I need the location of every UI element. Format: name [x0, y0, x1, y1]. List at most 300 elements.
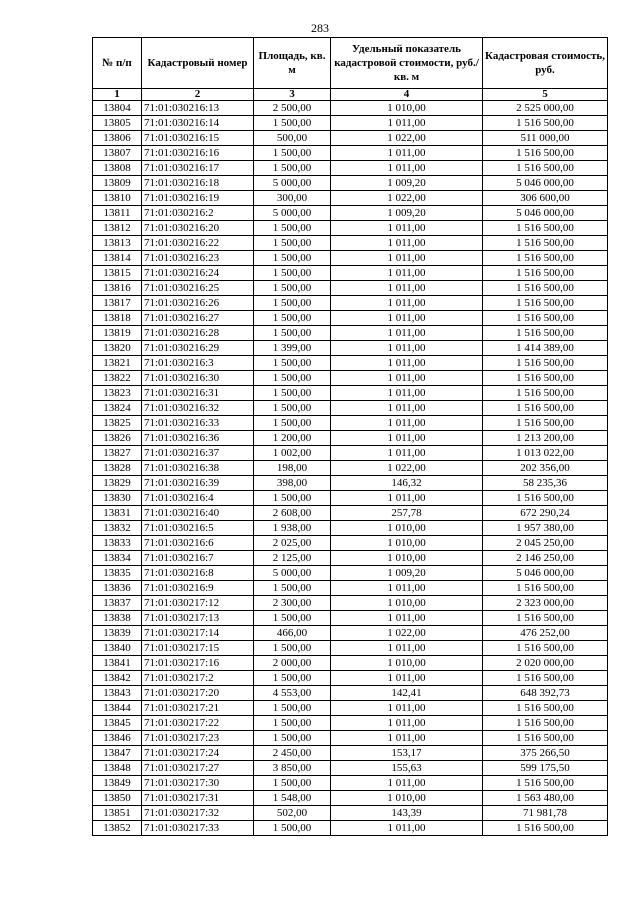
table-row: [93, 281, 608, 296]
area-cell: 1 500,00: [254, 671, 331, 686]
column-number: 3: [254, 89, 331, 101]
specific-value-cell: 1 011,00: [331, 371, 483, 386]
specific-value-cell: 1 011,00: [331, 236, 483, 251]
cadastral-number-cell: 71:01:030216:14: [142, 116, 254, 131]
cadastral-value-cell: 5 046 000,00: [483, 206, 608, 221]
cadastral-number-cell: 71:01:030217:21: [142, 701, 254, 716]
area-cell: 1 500,00: [254, 491, 331, 506]
table-row: [93, 476, 608, 491]
cadastral-number-cell: 71:01:030216:7: [142, 551, 254, 566]
row-number-cell: 13852: [93, 821, 142, 836]
row-number-cell: 13813: [93, 236, 142, 251]
row-number-cell: 13821: [93, 356, 142, 371]
row-number-cell: 13850: [93, 791, 142, 806]
table-row: [93, 416, 608, 431]
area-cell: 1 500,00: [254, 326, 331, 341]
specific-value-cell: 1 010,00: [331, 536, 483, 551]
table-row: [93, 566, 608, 581]
cadastral-number-cell: 71:01:030216:16: [142, 146, 254, 161]
specific-value-cell: 1 011,00: [331, 266, 483, 281]
table-row: [93, 806, 608, 821]
area-cell: 4 553,00: [254, 686, 331, 701]
cadastral-number-cell: 71:01:030217:14: [142, 626, 254, 641]
cadastral-number-cell: 71:01:030216:19: [142, 191, 254, 206]
row-number-cell: 13849: [93, 776, 142, 791]
specific-value-cell: 1 009,20: [331, 206, 483, 221]
cadastral-number-cell: 71:01:030216:8: [142, 566, 254, 581]
area-cell: 1 500,00: [254, 641, 331, 656]
specific-value-cell: 153,17: [331, 746, 483, 761]
specific-value-cell: 1 011,00: [331, 431, 483, 446]
cadastral-number-cell: 71:01:030216:28: [142, 326, 254, 341]
row-number-cell: 13847: [93, 746, 142, 761]
table-row: [93, 791, 608, 806]
area-cell: 398,00: [254, 476, 331, 491]
header-cadastral-value: Кадастровая стоимость, руб.: [483, 38, 608, 89]
row-number-cell: 13808: [93, 161, 142, 176]
cadastral-number-cell: 71:01:030216:18: [142, 176, 254, 191]
specific-value-cell: 1 011,00: [331, 221, 483, 236]
area-cell: 2 000,00: [254, 656, 331, 671]
table-row: [93, 506, 608, 521]
cadastral-value-cell: 1 516 500,00: [483, 281, 608, 296]
row-number-cell: 13846: [93, 731, 142, 746]
cadastral-number-cell: 71:01:030217:27: [142, 761, 254, 776]
row-number-cell: 13844: [93, 701, 142, 716]
specific-value-cell: 1 011,00: [331, 491, 483, 506]
table-row: [93, 746, 608, 761]
cadastral-number-cell: 71:01:030216:36: [142, 431, 254, 446]
cadastral-number-cell: 71:01:030217:32: [142, 806, 254, 821]
row-number-cell: 13839: [93, 626, 142, 641]
row-number-cell: 13811: [93, 206, 142, 221]
cadastral-number-cell: 71:01:030217:2: [142, 671, 254, 686]
cadastral-number-cell: 71:01:030216:13: [142, 101, 254, 116]
cadastral-number-cell: 71:01:030217:16: [142, 656, 254, 671]
cadastral-value-cell: 599 175,50: [483, 761, 608, 776]
cadastral-value-cell: 1 516 500,00: [483, 311, 608, 326]
specific-value-cell: 1 011,00: [331, 401, 483, 416]
area-cell: 3 850,00: [254, 761, 331, 776]
cadastral-value-cell: 648 392,73: [483, 686, 608, 701]
table-row: [93, 191, 608, 206]
specific-value-cell: 146,32: [331, 476, 483, 491]
table-row: [93, 116, 608, 131]
column-number-row: [93, 89, 608, 101]
row-number-cell: 13845: [93, 716, 142, 731]
row-number-cell: 13838: [93, 611, 142, 626]
row-number-cell: 13841: [93, 656, 142, 671]
area-cell: 1 500,00: [254, 386, 331, 401]
area-cell: 1 500,00: [254, 416, 331, 431]
table-row: [93, 146, 608, 161]
table-row: [93, 581, 608, 596]
cadastral-value-cell: 1 213 200,00: [483, 431, 608, 446]
cadastral-value-cell: 1 516 500,00: [483, 266, 608, 281]
row-number-cell: 13809: [93, 176, 142, 191]
cadastral-value-cell: 1 516 500,00: [483, 116, 608, 131]
cadastral-number-cell: 71:01:030217:15: [142, 641, 254, 656]
specific-value-cell: 1 011,00: [331, 716, 483, 731]
cadastral-value-cell: 1 516 500,00: [483, 701, 608, 716]
cadastral-value-cell: 5 046 000,00: [483, 566, 608, 581]
cadastral-number-cell: 71:01:030216:25: [142, 281, 254, 296]
cadastral-value-cell: 58 235,36: [483, 476, 608, 491]
column-number: 4: [331, 89, 483, 101]
cadastral-value-cell: 1 516 500,00: [483, 821, 608, 836]
specific-value-cell: 1 011,00: [331, 821, 483, 836]
cadastral-value-cell: 2 020 000,00: [483, 656, 608, 671]
cadastral-number-cell: 71:01:030216:26: [142, 296, 254, 311]
area-cell: 1 500,00: [254, 221, 331, 236]
table-row: [93, 596, 608, 611]
column-number: 5: [483, 89, 608, 101]
cadastral-value-cell: 2 525 000,00: [483, 101, 608, 116]
cadastral-number-cell: 71:01:030216:38: [142, 461, 254, 476]
area-cell: 1 500,00: [254, 701, 331, 716]
table-header: [93, 38, 608, 101]
row-number-cell: 13817: [93, 296, 142, 311]
area-cell: 1 500,00: [254, 776, 331, 791]
cadastral-number-cell: 71:01:030216:24: [142, 266, 254, 281]
table-row: [93, 221, 608, 236]
specific-value-cell: 1 009,20: [331, 566, 483, 581]
cadastral-value-cell: 1 516 500,00: [483, 416, 608, 431]
area-cell: 1 938,00: [254, 521, 331, 536]
area-cell: 1 500,00: [254, 716, 331, 731]
cadastral-value-cell: 5 046 000,00: [483, 176, 608, 191]
row-number-cell: 13843: [93, 686, 142, 701]
page-number: 283: [311, 21, 329, 35]
area-cell: 1 548,00: [254, 791, 331, 806]
specific-value-cell: 142,41: [331, 686, 483, 701]
cadastral-value-cell: 1 516 500,00: [483, 671, 608, 686]
area-cell: 1 500,00: [254, 266, 331, 281]
specific-value-cell: 1 011,00: [331, 386, 483, 401]
table-row: [93, 341, 608, 356]
cadastral-number-cell: 71:01:030216:3: [142, 356, 254, 371]
row-number-cell: 13805: [93, 116, 142, 131]
row-number-cell: 13806: [93, 131, 142, 146]
table-row: [93, 551, 608, 566]
area-cell: 1 200,00: [254, 431, 331, 446]
table-row: [93, 236, 608, 251]
cadastral-number-cell: 71:01:030216:9: [142, 581, 254, 596]
table-row: [93, 161, 608, 176]
area-cell: 300,00: [254, 191, 331, 206]
area-cell: 1 500,00: [254, 311, 331, 326]
specific-value-cell: 1 011,00: [331, 356, 483, 371]
row-number-cell: 13836: [93, 581, 142, 596]
row-number-cell: 13824: [93, 401, 142, 416]
specific-value-cell: 143,39: [331, 806, 483, 821]
cadastral-number-cell: 71:01:030216:15: [142, 131, 254, 146]
cadastral-value-cell: 511 000,00: [483, 131, 608, 146]
table-body: [93, 101, 608, 836]
row-number-cell: 13840: [93, 641, 142, 656]
table-row: [93, 641, 608, 656]
cadastral-value-cell: 1 957 380,00: [483, 521, 608, 536]
cadastral-number-cell: 71:01:030216:32: [142, 401, 254, 416]
specific-value-cell: 1 010,00: [331, 101, 483, 116]
specific-value-cell: 1 011,00: [331, 251, 483, 266]
area-cell: 5 000,00: [254, 176, 331, 191]
cadastral-value-cell: 2 146 250,00: [483, 551, 608, 566]
specific-value-cell: 1 010,00: [331, 551, 483, 566]
cadastral-value-cell: 1 516 500,00: [483, 236, 608, 251]
table-row: [93, 386, 608, 401]
table-row: [93, 446, 608, 461]
table-row: [93, 716, 608, 731]
row-number-cell: 13829: [93, 476, 142, 491]
header-area: Площадь, кв. м: [254, 38, 331, 89]
table-row: [93, 296, 608, 311]
table-row: [93, 686, 608, 701]
specific-value-cell: 257,78: [331, 506, 483, 521]
cadastral-number-cell: 71:01:030216:23: [142, 251, 254, 266]
cadastral-value-cell: 1 414 389,00: [483, 341, 608, 356]
row-number-cell: 13827: [93, 446, 142, 461]
row-number-cell: 13810: [93, 191, 142, 206]
area-cell: 2 500,00: [254, 101, 331, 116]
cadastral-number-cell: 71:01:030216:37: [142, 446, 254, 461]
cadastral-value-cell: 71 981,78: [483, 806, 608, 821]
area-cell: 1 500,00: [254, 581, 331, 596]
specific-value-cell: 1 011,00: [331, 296, 483, 311]
cadastral-number-cell: 71:01:030217:30: [142, 776, 254, 791]
cadastral-value-cell: 1 516 500,00: [483, 611, 608, 626]
cadastral-value-cell: 1 516 500,00: [483, 641, 608, 656]
specific-value-cell: 1 011,00: [331, 446, 483, 461]
row-number-cell: 13826: [93, 431, 142, 446]
cadastral-number-cell: 71:01:030216:4: [142, 491, 254, 506]
cadastral-value-cell: 2 045 250,00: [483, 536, 608, 551]
specific-value-cell: 1 011,00: [331, 611, 483, 626]
cadastral-number-cell: 71:01:030217:13: [142, 611, 254, 626]
cadastral-value-cell: 1 516 500,00: [483, 776, 608, 791]
cadastral-value-cell: 1 516 500,00: [483, 356, 608, 371]
header-cadastral-number: Кадастровый номер: [142, 38, 254, 89]
row-number-cell: 13814: [93, 251, 142, 266]
specific-value-cell: 1 011,00: [331, 641, 483, 656]
specific-value-cell: 1 011,00: [331, 731, 483, 746]
table-row: [93, 461, 608, 476]
cadastral-value-cell: 1 516 500,00: [483, 716, 608, 731]
table-row: [93, 401, 608, 416]
cadastral-value-cell: 1 516 500,00: [483, 296, 608, 311]
area-cell: 1 500,00: [254, 296, 331, 311]
area-cell: 1 500,00: [254, 281, 331, 296]
table-row: [93, 611, 608, 626]
cadastral-value-table: [92, 37, 608, 836]
cadastral-number-cell: 71:01:030216:5: [142, 521, 254, 536]
row-number-cell: 13851: [93, 806, 142, 821]
cadastral-number-cell: 71:01:030216:29: [142, 341, 254, 356]
table-row: [93, 701, 608, 716]
cadastral-value-cell: 476 252,00: [483, 626, 608, 641]
table-row: [93, 206, 608, 221]
specific-value-cell: 1 022,00: [331, 191, 483, 206]
table-row: [93, 356, 608, 371]
cadastral-value-cell: 1 516 500,00: [483, 371, 608, 386]
cadastral-value-cell: 1 516 500,00: [483, 221, 608, 236]
table-row: [93, 371, 608, 386]
area-cell: 2 025,00: [254, 536, 331, 551]
area-cell: 1 002,00: [254, 446, 331, 461]
area-cell: 1 500,00: [254, 401, 331, 416]
specific-value-cell: 1 010,00: [331, 791, 483, 806]
area-cell: 5 000,00: [254, 566, 331, 581]
area-cell: 466,00: [254, 626, 331, 641]
cadastral-value-cell: 672 290,24: [483, 506, 608, 521]
cadastral-value-cell: 1 516 500,00: [483, 251, 608, 266]
specific-value-cell: 1 011,00: [331, 416, 483, 431]
row-number-cell: 13835: [93, 566, 142, 581]
row-number-cell: 13815: [93, 266, 142, 281]
area-cell: 2 125,00: [254, 551, 331, 566]
area-cell: 500,00: [254, 131, 331, 146]
cadastral-value-cell: 1 516 500,00: [483, 401, 608, 416]
table-row: [93, 821, 608, 836]
specific-value-cell: 1 011,00: [331, 311, 483, 326]
area-cell: 1 500,00: [254, 371, 331, 386]
row-number-cell: 13842: [93, 671, 142, 686]
cadastral-number-cell: 71:01:030216:6: [142, 536, 254, 551]
area-cell: 198,00: [254, 461, 331, 476]
specific-value-cell: 1 009,20: [331, 176, 483, 191]
specific-value-cell: 1 011,00: [331, 776, 483, 791]
cadastral-number-cell: 71:01:030216:39: [142, 476, 254, 491]
table-row: [93, 731, 608, 746]
cadastral-number-cell: 71:01:030216:27: [142, 311, 254, 326]
specific-value-cell: 1 022,00: [331, 131, 483, 146]
table-row: [93, 761, 608, 776]
row-number-cell: 13828: [93, 461, 142, 476]
cadastral-value-cell: 1 516 500,00: [483, 146, 608, 161]
table-row: [93, 491, 608, 506]
table-row: [93, 131, 608, 146]
row-number-cell: 13820: [93, 341, 142, 356]
cadastral-number-cell: 71:01:030217:33: [142, 821, 254, 836]
cadastral-value-cell: 1 563 480,00: [483, 791, 608, 806]
row-number-cell: 13818: [93, 311, 142, 326]
row-number-cell: 13831: [93, 506, 142, 521]
cadastral-number-cell: 71:01:030216:22: [142, 236, 254, 251]
column-number: 1: [93, 89, 142, 101]
area-cell: 1 500,00: [254, 116, 331, 131]
row-number-cell: 13816: [93, 281, 142, 296]
specific-value-cell: 155,63: [331, 761, 483, 776]
area-cell: 1 500,00: [254, 236, 331, 251]
row-number-cell: 13848: [93, 761, 142, 776]
cadastral-value-cell: 1 013 022,00: [483, 446, 608, 461]
area-cell: 1 500,00: [254, 611, 331, 626]
cadastral-number-cell: 71:01:030217:12: [142, 596, 254, 611]
table-row: [93, 626, 608, 641]
table-row: [93, 776, 608, 791]
area-cell: 1 500,00: [254, 356, 331, 371]
row-number-cell: 13823: [93, 386, 142, 401]
cadastral-number-cell: 71:01:030216:2: [142, 206, 254, 221]
table-row: [93, 431, 608, 446]
row-number-cell: 13833: [93, 536, 142, 551]
specific-value-cell: 1 011,00: [331, 671, 483, 686]
area-cell: 1 500,00: [254, 821, 331, 836]
cadastral-number-cell: 71:01:030217:24: [142, 746, 254, 761]
header-row-number: № п/п: [93, 38, 142, 89]
cadastral-value-cell: 2 323 000,00: [483, 596, 608, 611]
cadastral-number-cell: 71:01:030217:31: [142, 791, 254, 806]
area-cell: 1 500,00: [254, 161, 331, 176]
header-specific-value: Удельный показатель кадастровой стоимости, руб./кв. м: [331, 38, 483, 89]
table-row: [93, 656, 608, 671]
row-number-cell: 13804: [93, 101, 142, 116]
table-row: [93, 671, 608, 686]
area-cell: 502,00: [254, 806, 331, 821]
cadastral-number-cell: 71:01:030216:30: [142, 371, 254, 386]
cadastral-number-cell: 71:01:030216:31: [142, 386, 254, 401]
table-row: [93, 536, 608, 551]
row-number-cell: 13819: [93, 326, 142, 341]
specific-value-cell: 1 011,00: [331, 281, 483, 296]
cadastral-number-cell: 71:01:030216:17: [142, 161, 254, 176]
specific-value-cell: 1 010,00: [331, 656, 483, 671]
cadastral-number-cell: 71:01:030216:20: [142, 221, 254, 236]
row-number-cell: 13837: [93, 596, 142, 611]
specific-value-cell: 1 011,00: [331, 116, 483, 131]
table-row: [93, 311, 608, 326]
cadastral-number-cell: 71:01:030217:22: [142, 716, 254, 731]
area-cell: 2 300,00: [254, 596, 331, 611]
specific-value-cell: 1 011,00: [331, 581, 483, 596]
cadastral-number-cell: 71:01:030216:40: [142, 506, 254, 521]
table-row: [93, 176, 608, 191]
cadastral-value-cell: 1 516 500,00: [483, 386, 608, 401]
table-row: [93, 521, 608, 536]
cadastral-number-cell: 71:01:030216:33: [142, 416, 254, 431]
specific-value-cell: 1 011,00: [331, 701, 483, 716]
cadastral-number-cell: 71:01:030217:20: [142, 686, 254, 701]
table-row: [93, 101, 608, 116]
cadastral-value-cell: 1 516 500,00: [483, 731, 608, 746]
cadastral-number-cell: 71:01:030217:23: [142, 731, 254, 746]
area-cell: 2 450,00: [254, 746, 331, 761]
specific-value-cell: 1 010,00: [331, 596, 483, 611]
cadastral-value-cell: 1 516 500,00: [483, 581, 608, 596]
specific-value-cell: 1 011,00: [331, 341, 483, 356]
cadastral-value-cell: 202 356,00: [483, 461, 608, 476]
area-cell: 5 000,00: [254, 206, 331, 221]
area-cell: 1 399,00: [254, 341, 331, 356]
row-number-cell: 13825: [93, 416, 142, 431]
header-row: [93, 38, 608, 89]
cadastral-value-cell: 1 516 500,00: [483, 161, 608, 176]
area-cell: 1 500,00: [254, 251, 331, 266]
specific-value-cell: 1 022,00: [331, 626, 483, 641]
table-row: [93, 251, 608, 266]
area-cell: 1 500,00: [254, 146, 331, 161]
cadastral-value-cell: 1 516 500,00: [483, 326, 608, 341]
cadastral-value-cell: 375 266,50: [483, 746, 608, 761]
area-cell: 2 608,00: [254, 506, 331, 521]
row-number-cell: 13834: [93, 551, 142, 566]
specific-value-cell: 1 011,00: [331, 161, 483, 176]
specific-value-cell: 1 011,00: [331, 326, 483, 341]
specific-value-cell: 1 022,00: [331, 461, 483, 476]
row-number-cell: 13812: [93, 221, 142, 236]
row-number-cell: 13830: [93, 491, 142, 506]
row-number-cell: 13822: [93, 371, 142, 386]
